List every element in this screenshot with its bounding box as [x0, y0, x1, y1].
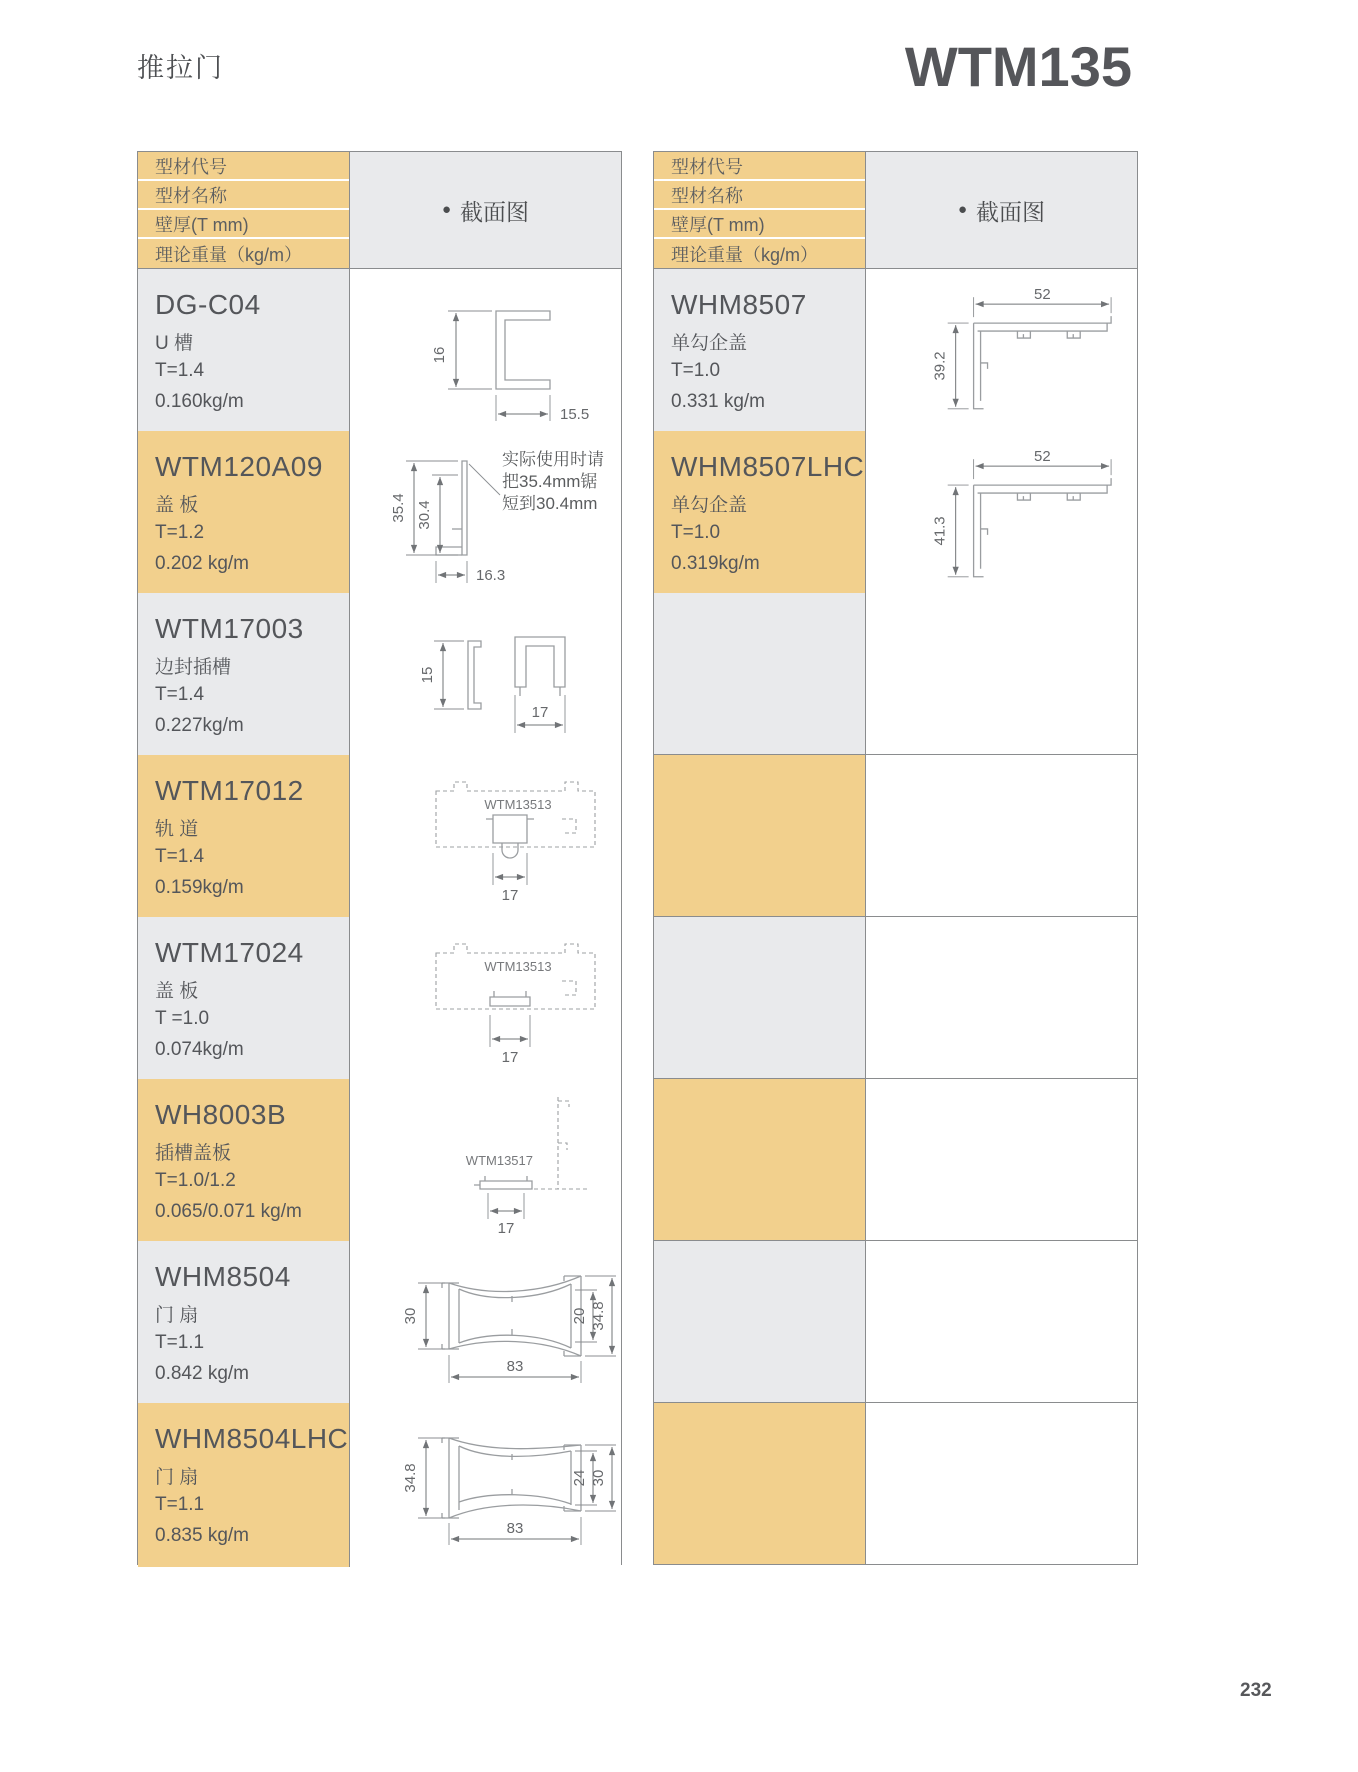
door-sash-diagram [350, 1243, 621, 1403]
profile-info-empty [654, 1079, 865, 1240]
section-diagram-cell [865, 431, 1137, 595]
profile-spec [155, 355, 341, 417]
section-label: 截面图 [976, 198, 1046, 225]
cover-plate-diagram [350, 919, 621, 1079]
profile-info [654, 269, 865, 433]
dim-label: 34.8 [590, 1301, 607, 1331]
dim-label: 30.4 [416, 500, 433, 530]
profile-outline [442, 1438, 459, 1518]
page-number: 232 [1240, 1680, 1272, 1701]
profile-info [138, 917, 349, 1081]
profile-outline [493, 815, 527, 843]
profile-code: WTM120A09 [155, 451, 323, 482]
section-diagram-cell [349, 917, 621, 1081]
profile-table-right [653, 151, 1138, 1565]
weight: 0.074kg/m [155, 1039, 244, 1060]
profile-info [654, 431, 865, 595]
header-wall-thickness: 壁厚(T mm) [138, 210, 349, 239]
table-row [138, 592, 621, 754]
profile-code: DG-C04 [155, 289, 261, 320]
dim-label: 34.8 [402, 1463, 419, 1493]
profile-info [138, 1079, 349, 1243]
profile-name: 轨 道 [155, 819, 199, 840]
reference-label: WTM13513 [484, 797, 552, 812]
profile-table-left [137, 151, 622, 1565]
profile-info-empty [654, 917, 865, 1078]
header-wall-thickness: 壁厚(T mm) [654, 210, 865, 239]
profile-spec [155, 1489, 341, 1551]
profile-spec [671, 517, 857, 579]
profile-outline [490, 997, 530, 1006]
table-row-empty [654, 1240, 1137, 1402]
thickness: T=1.1 [155, 1494, 205, 1515]
thickness: T=1.4 [155, 360, 205, 381]
section-diagram-cell-empty [865, 593, 1137, 754]
thickness: T=1.0 [671, 360, 721, 381]
weight: 0.202 kg/m [155, 553, 249, 574]
header-section-diagram [865, 152, 1137, 268]
dim-label: 15 [419, 666, 436, 684]
weight: 0.842 kg/m [155, 1363, 249, 1384]
table-row [138, 1240, 621, 1402]
table-row [138, 1402, 621, 1564]
dim-label: 30 [590, 1469, 607, 1487]
profile-info [138, 269, 349, 433]
hook-cover-diagram [866, 271, 1137, 431]
profile-name: U 槽 [155, 333, 194, 354]
profile-info-empty [654, 593, 865, 754]
page-category-title: 推拉门 [137, 53, 224, 83]
thickness: T=1.2 [155, 522, 205, 543]
model-code-title: WTM135 [904, 35, 1132, 98]
dim-label: 83 [506, 1358, 524, 1375]
dim-label: 35.4 [390, 493, 407, 523]
weight: 0.331 kg/m [671, 391, 765, 412]
section-diagram-cell-empty [865, 1079, 1137, 1240]
dim-label: 41.3 [931, 516, 949, 546]
header-profile-code: 型材代号 [138, 152, 349, 181]
profile-code: WHM8504 [155, 1261, 291, 1292]
thickness: T=1.4 [155, 684, 205, 705]
table-header [654, 152, 1137, 268]
weight: 0.319kg/m [671, 553, 760, 574]
hook-cover-diagram [866, 433, 1137, 593]
profile-info [138, 755, 349, 919]
profile-outline [462, 461, 467, 555]
table-row-empty [654, 1078, 1137, 1240]
weight: 0.227kg/m [155, 715, 244, 736]
profile-name: 门 扇 [155, 1467, 199, 1488]
bullet-icon: ● [441, 200, 452, 218]
track-diagram [350, 757, 621, 917]
dim-label: 20 [571, 1307, 588, 1325]
profile-spec [155, 841, 341, 903]
dim-label: 52 [1034, 448, 1051, 466]
dim-label: 17 [497, 1220, 515, 1237]
dim-label: 24 [571, 1469, 588, 1487]
weight: 0.160kg/m [155, 391, 244, 412]
section-diagram-cell [349, 755, 621, 919]
header-section-diagram [349, 152, 621, 268]
thickness: T=1.0/1.2 [155, 1170, 236, 1191]
thickness: T =1.0 [155, 1008, 210, 1029]
table-row-empty [654, 916, 1137, 1078]
header-labels [654, 152, 865, 268]
header-profile-name: 型材名称 [654, 181, 865, 210]
profile-tables [137, 151, 1138, 1565]
section-diagram-cell [349, 431, 621, 595]
table-row-empty [654, 1402, 1137, 1564]
dim-label: 16 [431, 346, 448, 364]
table-header [138, 152, 621, 268]
profile-info [138, 431, 349, 595]
dim-label: 17 [501, 887, 519, 904]
profile-outline [442, 1283, 459, 1349]
profile-outline [974, 316, 1111, 331]
reference-label: WTM13513 [484, 959, 552, 974]
dim-label: 17 [531, 704, 549, 721]
profile-outline [480, 1181, 532, 1189]
header-profile-code: 型材代号 [654, 152, 865, 181]
section-diagram-cell [865, 269, 1137, 433]
weight: 0.835 kg/m [155, 1525, 249, 1546]
usage-note-line3: 短到30.4mm [502, 494, 598, 513]
section-diagram-cell-empty [865, 1241, 1137, 1402]
thickness: T=1.4 [155, 846, 205, 867]
section-label: 截面图 [460, 198, 530, 225]
profile-outline [496, 311, 550, 389]
profile-outline [974, 478, 1111, 493]
profile-code: WTM17003 [155, 613, 304, 644]
door-sash-diagram [350, 1405, 621, 1565]
usage-note-line2: 把35.4mm锯 [502, 472, 598, 491]
profile-code: WHM8507 [671, 289, 807, 320]
table-row [138, 1078, 621, 1240]
usage-note-line1: 实际使用时请 [502, 450, 604, 469]
dim-label: 83 [506, 1520, 524, 1537]
profile-info-empty [654, 1403, 865, 1564]
profile-name: 盖 板 [155, 495, 199, 516]
section-diagram-cell [349, 269, 621, 433]
profile-name: 单勾企盖 [671, 333, 748, 354]
profile-name: 门 扇 [155, 1305, 199, 1326]
profile-name: 插槽盖板 [155, 1143, 232, 1164]
profile-code: WHM8504LHC [155, 1423, 349, 1454]
profile-code: WH8003B [155, 1099, 287, 1130]
section-diagram-cell-empty [865, 917, 1137, 1078]
profile-name: 边封插槽 [155, 657, 232, 678]
profile-name: 单勾企盖 [671, 495, 748, 516]
dim-label: 39.2 [931, 351, 949, 381]
table-row [138, 916, 621, 1078]
profile-spec [155, 679, 341, 741]
section-diagram-cell [349, 593, 621, 757]
header-theoretical-weight: 理论重量（kg/m） [654, 239, 865, 268]
table-row [138, 268, 621, 430]
profile-info [138, 1403, 349, 1567]
profile-spec [155, 1327, 341, 1389]
header-theoretical-weight: 理论重量（kg/m） [138, 239, 349, 268]
profile-info-empty [654, 755, 865, 916]
reference-label: WTM13517 [465, 1153, 533, 1168]
section-diagram-cell [349, 1079, 621, 1243]
header-labels [138, 152, 349, 268]
dim-label: 16.3 [476, 567, 506, 584]
profile-code: WTM17024 [155, 937, 304, 968]
header-profile-name: 型材名称 [138, 181, 349, 210]
dim-label: 15.5 [560, 406, 590, 423]
edge-slot-diagram [350, 595, 621, 755]
cover-plate-diagram [350, 433, 621, 593]
thickness: T=1.1 [155, 1332, 205, 1353]
dim-label: 52 [1034, 286, 1051, 304]
profile-spec [155, 517, 341, 579]
profile-spec [155, 1003, 341, 1065]
profile-code: WTM17012 [155, 775, 304, 806]
table-row [654, 268, 1137, 430]
profile-spec [155, 1165, 341, 1227]
thickness: T=1.0 [671, 522, 721, 543]
profile-spec [671, 355, 857, 417]
weight: 0.065/0.071 kg/m [155, 1201, 302, 1222]
section-diagram-cell-empty [865, 755, 1137, 916]
profile-outline [468, 641, 481, 709]
table-row-empty [654, 754, 1137, 916]
profile-name: 盖 板 [155, 981, 199, 1002]
profile-info [138, 593, 349, 757]
section-diagram-cell [349, 1241, 621, 1405]
u-channel-diagram [350, 271, 621, 431]
section-diagram-cell-empty [865, 1403, 1137, 1564]
dim-label: 17 [501, 1049, 519, 1066]
dim-label: 30 [402, 1307, 419, 1325]
table-row [654, 430, 1137, 592]
reference-outline [436, 944, 595, 1009]
bullet-icon: ● [957, 200, 968, 218]
profile-info [138, 1241, 349, 1405]
table-row-empty [654, 592, 1137, 754]
table-row [138, 754, 621, 916]
table-row [138, 430, 621, 592]
section-diagram-cell [349, 1403, 621, 1567]
slot-cover-diagram [350, 1081, 621, 1241]
profile-code: WHM8507LHC [671, 451, 865, 482]
weight: 0.159kg/m [155, 877, 244, 898]
profile-info-empty [654, 1241, 865, 1402]
